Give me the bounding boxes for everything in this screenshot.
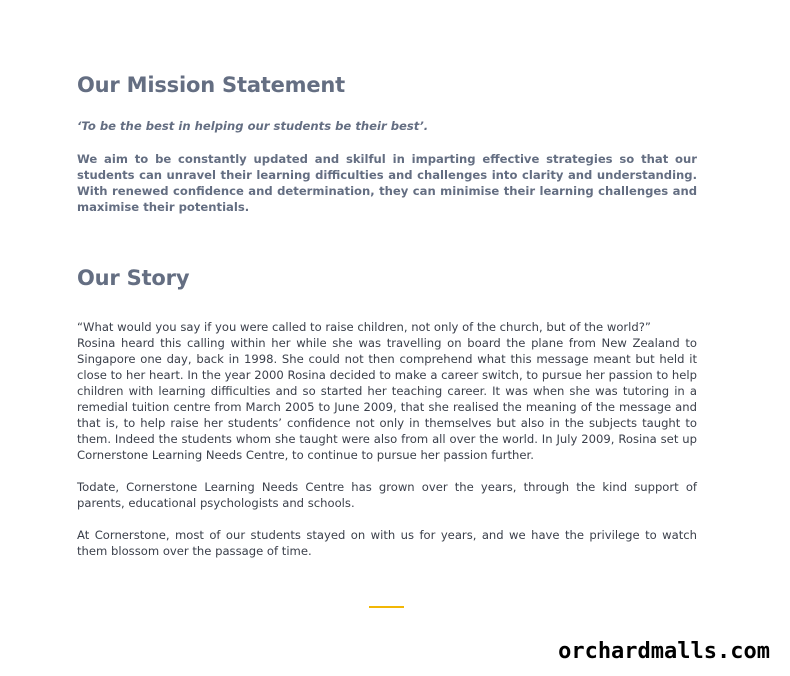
watermark: orchardmalls.com [558, 639, 770, 664]
story-paragraph-3: At Cornerstone, most of our students stayed on with us for years, and we have the privilege to watch them blossom over the passage of time. [77, 528, 697, 558]
mission-body: We aim to be constantly updated and skilful in imparting effective strategies so that our students can unravel their learning difficulties and challenges into clarity and understanding. With renewed confidence and determination, they can minimise their learning challenges and maximise their potentials. [77, 152, 697, 214]
mission-tagline: ‘To be the best in helping our students be their best’. [77, 119, 429, 133]
story-quote: “What would you say if you were called to raise children, not only of the church, but of the world?” [77, 320, 651, 334]
section-divider [369, 606, 404, 608]
story-paragraph-1: Rosina heard this calling within her while she was travelling on board the plane from New Zealand to Singapore one day, back in 1998. She could not then comprehend what this message meant but held it close to her heart. In the year 2000 Rosina decided to make a career switch, to pursue her passion to help children with learning difficulties and so started her teaching career. It was when she was tutoring in a remedial tuition centre from March 2005 to June 2009, that she realised the meaning of the message and that is, to help raise her students’ confidence not only in themselves but also in the subjects taught to them. Indeed the students whom she taught were also from all over the world. In July 2009, Rosina set up Cornerstone Learning Needs Centre, to continue to pursue her passion further. [77, 336, 697, 462]
story-heading: Our Story [77, 266, 190, 290]
mission-heading: Our Mission Statement [77, 73, 345, 97]
story-paragraph-2: Todate, Cornerstone Learning Needs Centre has grown over the years, through the kind support of parents, educational psychologists and schools. [77, 480, 697, 510]
